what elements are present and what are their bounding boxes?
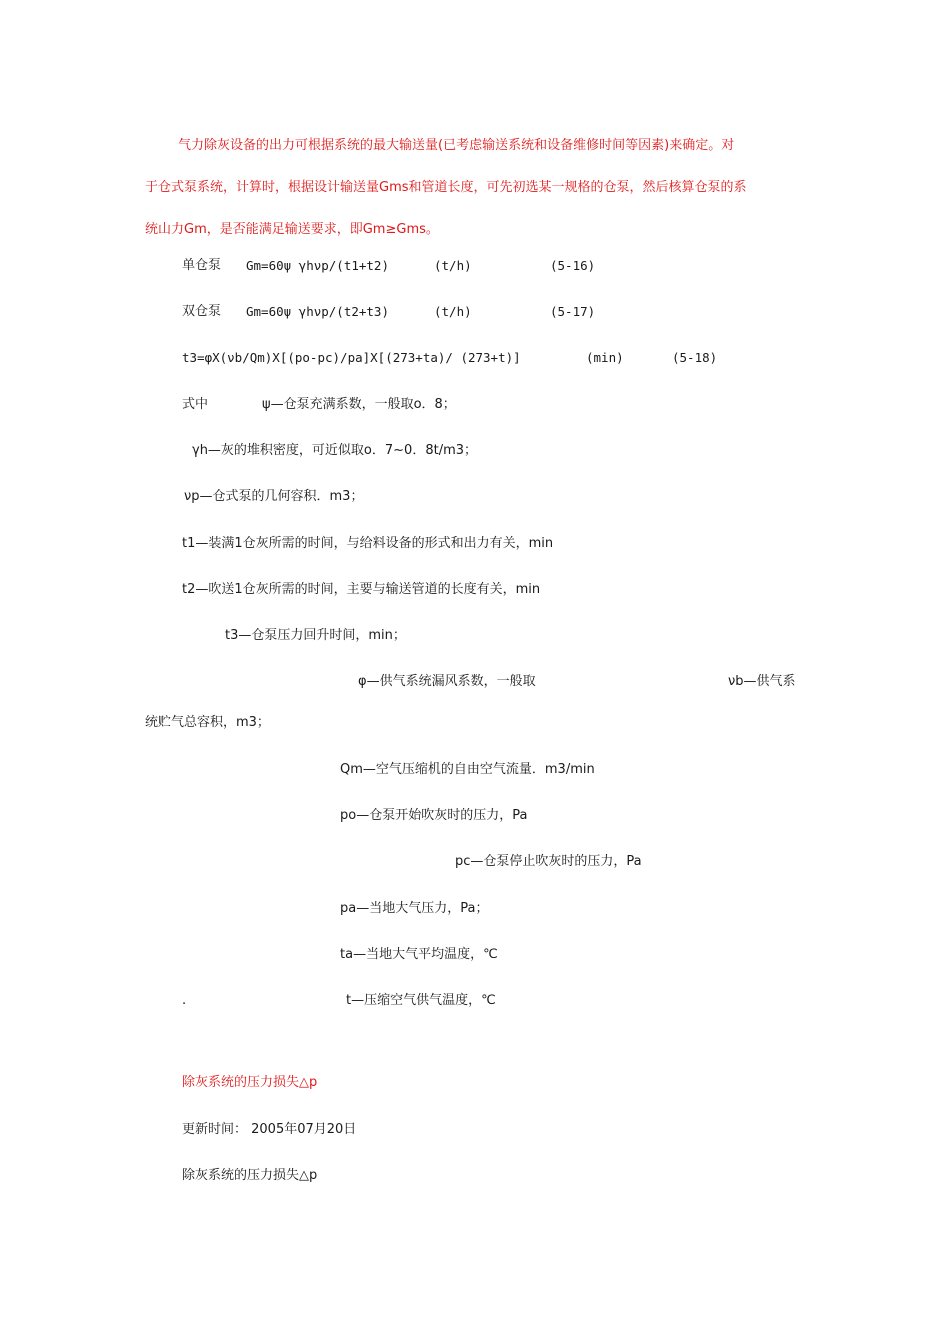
section-heading: 除灰系统的压力损失△p [182,1075,318,1090]
update-time: 更新时间： 2005年07月20日 [182,1122,357,1137]
intro-line-2: 于仓式泵系统，计算时，根据设计输送量Gms和管道长度，可先初选某一规格的仓泵，然后核算仓泵的系 [145,180,747,195]
double-pump-eq-number: (5-17) [550,304,596,319]
def-pc: pc—仓泵停止吹灰时的压力，Pa [455,854,642,869]
double-pump-label: 双仓泵 [182,304,222,319]
single-pump-eq-number: (5-16) [550,258,596,273]
single-pump-formula: Gm=60ψ γhνp/(t1+t2) [246,258,389,273]
def-ta: ta—当地大气平均温度，℃ [340,947,498,962]
def-t3: t3—仓泵压力回升时间，min； [225,628,406,643]
double-pump-formula: Gm=60ψ γhνp/(t2+t3) [246,304,389,319]
t3-formula: t3=φX(νb/Qm)X[(po-pc)/pa]X[(273+ta)/ (273+t)] [182,350,521,365]
section-subheading: 除灰系统的压力损失△p [182,1168,318,1183]
t3-eq-number: (5-18) [672,350,718,365]
def-gamma: γh—灰的堆积密度，可近似取o．7~0．8t/m3； [192,443,478,458]
single-pump-label: 单仓泵 [182,258,222,273]
def-vb-part2: 统贮气总容积，m3； [145,715,270,730]
def-po: po—仓泵开始吹灰时的压力，Pa [340,808,528,823]
def-vb-part1: νb—供气系 [728,674,796,689]
def-pa: pa—当地大气压力，Pa； [340,901,489,916]
def-qm: Qm—空气压缩机的自由空气流量．m3/min [340,762,595,777]
intro-line-3: 统山力Gm，是否能满足输送要求，即Gm≥Gms。 [145,222,439,237]
double-pump-unit: (t/h) [434,304,472,319]
def-psi: ψ—仓泵充满系数，一般取o．8； [262,397,456,412]
def-vp: νp—仓式泵的几何容积．m3； [184,489,364,504]
def-t2: t2—吹送1仓灰所需的时间，主要与输送管道的长度有关，min [182,582,541,597]
intro-line-1: 气力除灰设备的出力可根据系统的最大输送量(已考虑输送系统和设备维修时间等因素)来确定。对 [145,138,735,153]
def-t1: t1—装满1仓灰所需的时间，与给料设备的形式和出力有关，min [182,536,554,551]
t3-unit: (min) [586,350,624,365]
single-pump-unit: (t/h) [434,258,472,273]
def-phi: φ—供气系统漏风系数，一般取 [358,674,536,689]
where-label: 式中 [182,397,209,412]
stray-dot: . [182,993,187,1008]
intro-paragraph [145,125,810,251]
def-t: t—压缩空气供气温度，℃ [346,993,496,1008]
